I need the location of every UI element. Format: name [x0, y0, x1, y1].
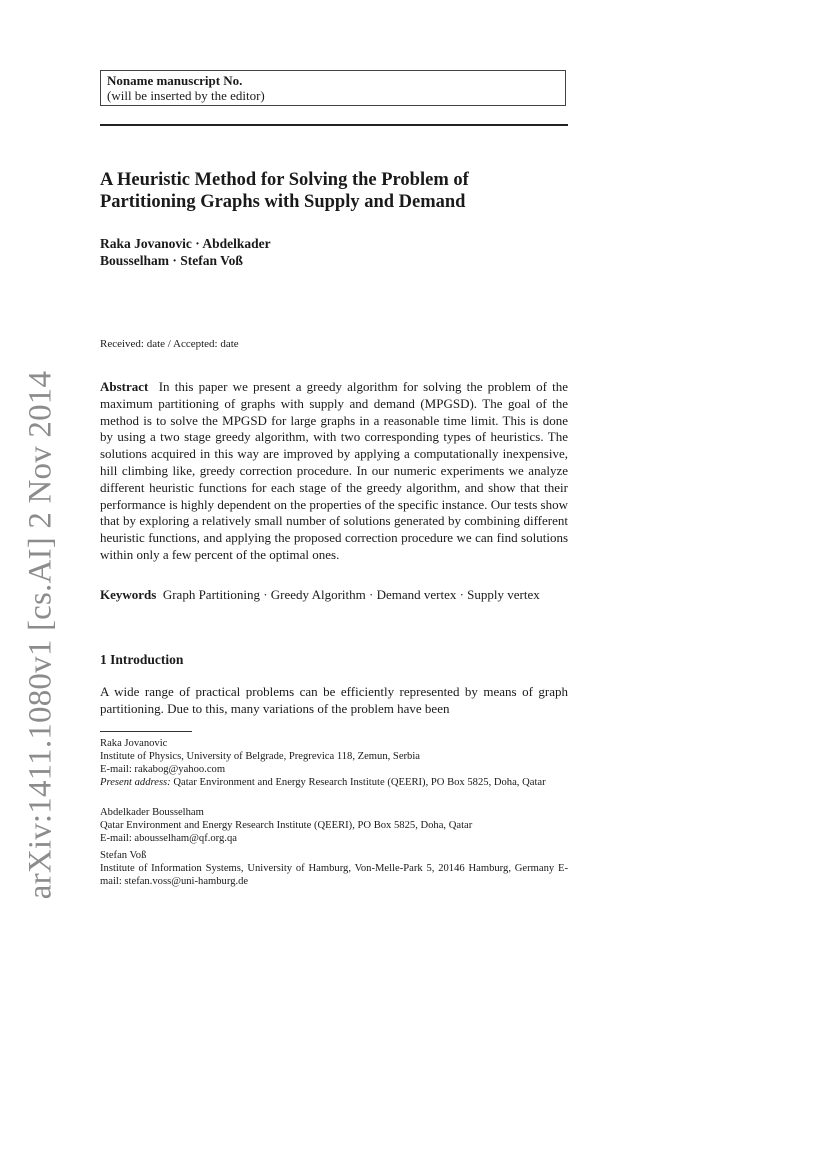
authors-line-2: Bousselham · Stefan Voß [100, 253, 243, 268]
header-rule [100, 124, 568, 126]
fn2-affiliation: Qatar Environment and Energy Research Institute (QEERI), PO Box 5825, Doha, Qatar [100, 820, 473, 831]
editor-note: (will be inserted by the editor) [107, 88, 265, 103]
arxiv-identifier: arXiv:1411.1080v1 [cs.AI] 2 Nov 2014 [22, 370, 59, 900]
keywords-label: Keywords [100, 587, 157, 602]
abstract [100, 379, 568, 564]
received-date: Received: date / Accepted: date [100, 338, 239, 350]
intro-paragraph: A wide range of practical problems can be efficiently represented by means of graph partitioning. Due to this, many variations of the problem have been [100, 684, 568, 716]
footnote-author-3 [100, 849, 568, 888]
fn1-email: E-mail: rakabog@yahoo.com [100, 764, 226, 775]
fn1-present-address [100, 776, 568, 789]
manuscript-label: Noname manuscript No. [107, 73, 243, 88]
editor-note-box [100, 70, 566, 106]
authors-line-1: Raka Jovanovic · Abdelkader [100, 236, 271, 251]
fn1-present-text: Qatar Environment and Energy Research Institute (QEERI), PO Box 5825, Doha, Qatar [173, 777, 546, 788]
keywords-text: Graph Partitioning · Greedy Algorithm · Demand vertex · Supply vertex [162, 587, 540, 602]
fn3-affiliation: Institute of Information Systems, University of Hamburg, Von-Melle-Park 5, 20146 Hamburg, Germany E-mail: stefan.voss@uni-hamburg.de [100, 863, 568, 887]
paper-title [100, 169, 580, 213]
keywords [100, 587, 568, 604]
fn2-email: E-mail: abousselham@qf.org.qa [100, 833, 237, 844]
footnote-author-2 [100, 806, 568, 845]
footnote-author-1 [100, 737, 568, 789]
abstract-text: In this paper we present a greedy algorithm for solving the problem of the maximum partitioning of graphs with supply and demand (MPGSD). The goal of the method is to solve the MPGSD for large graphs in a reasonable time limit. This is done by using a two stage greedy algorithm, with two corresponding types of heuristics. The solutions acquired in this way are improved by applying a computationally inexpensive, hill climbing like, greedy correction procedure. In our numeric experiments we analyze different heuristic functions for each stage of the greedy algorithm, and show that their performance is highly dependent on the properties of the specific instance. Our tests show that by exploring a relatively small number of solutions generated by combining different heuristic functions, and applying the proposed correction procedure we can find solutions within only a few percent of the optimal ones. [100, 379, 568, 562]
fn3-name: Stefan Voß [100, 850, 147, 861]
fn1-present-label: Present address: [100, 777, 171, 788]
section-heading: 1 Introduction [100, 652, 184, 667]
fn2-name: Abdelkader Bousselham [100, 807, 204, 818]
fn1-affiliation: Institute of Physics, University of Belgrade, Pregrevica 118, Zemun, Serbia [100, 751, 420, 762]
fn1-name: Raka Jovanovic [100, 738, 168, 749]
title-line-2: Partitioning Graphs with Supply and Demand [100, 192, 466, 212]
footnote-rule [100, 731, 192, 732]
title-line-1: A Heuristic Method for Solving the Problem of [100, 170, 469, 190]
abstract-label: Abstract [100, 379, 149, 394]
arxiv-stamp [20, 370, 62, 900]
author-list [100, 235, 580, 269]
